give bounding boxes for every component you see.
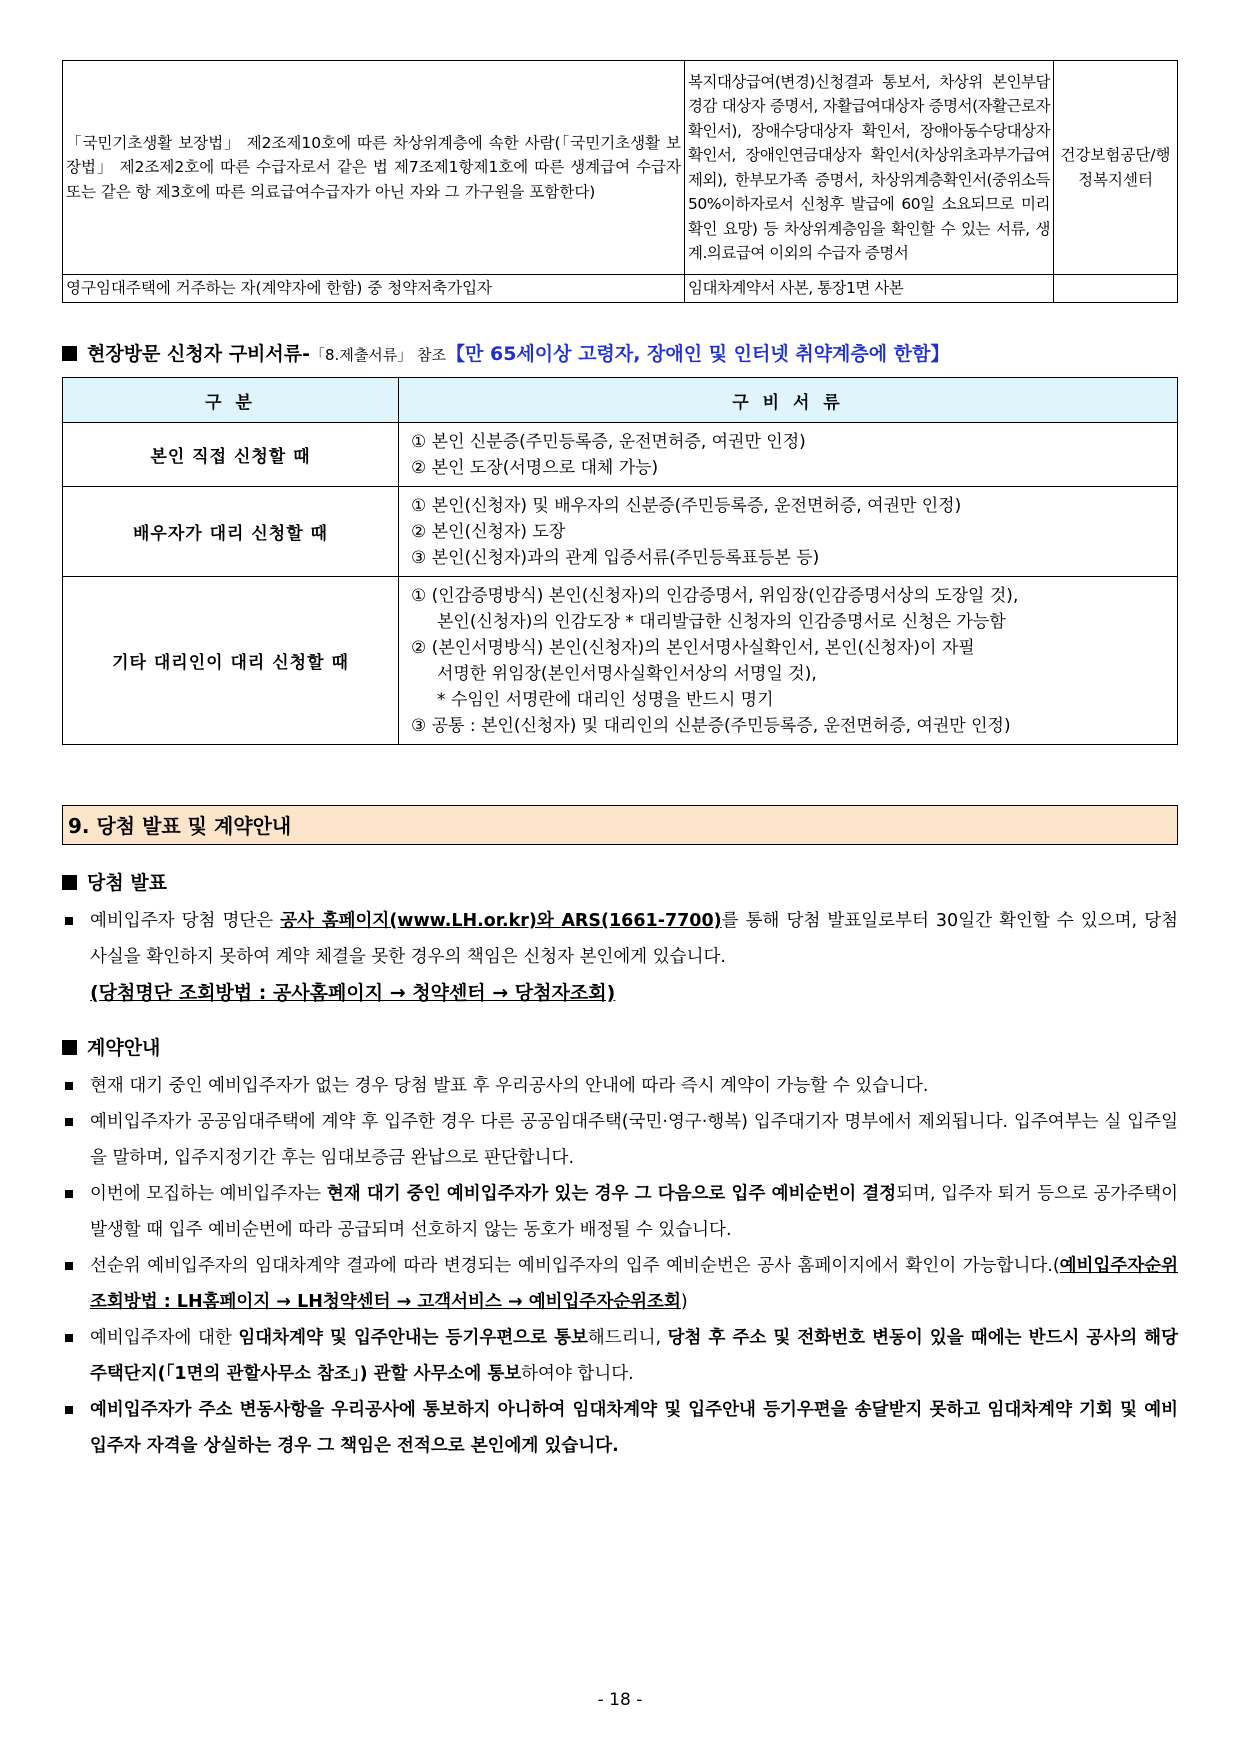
announce-heading: 당첨 발표 [62, 869, 1178, 897]
issuer-cell: 건강보험공단/행정복지센터 [1054, 61, 1178, 275]
square-bullet-icon [62, 346, 77, 361]
table-header-row [63, 378, 1178, 423]
issuer-cell [1054, 275, 1178, 303]
contract-heading: 계약안내 [62, 1034, 1178, 1062]
list-item: 현재 대기 중인 예비입주자가 없는 경우 당첨 발표 후 우리공사의 안내에 따라 즉시 계약이 가능할 수 있습니다. [62, 1068, 1178, 1104]
row-documents: ① 본인(신청자) 및 배우자의 신분증(주민등록증, 운전면허증, 여권만 인정) ② 본인(신청자) 도장 ③ 본인(신청자)과의 관계 입증서류(주민등록표등본 등) [399, 487, 1178, 577]
visit-section-title: 현장방문 신청자 구비서류-「8.제출서류」 참조【만 65세이상 고령자, 장애인 및 인터넷 취약계층에 한함】 [62, 339, 1178, 369]
list-item: 예비입주자에 대한 임대차계약 및 입주안내는 등기우편으로 통보해드리니, 당첨 후 주소 및 전화번호 변동이 있을 때에는 반드시 공사의 해당 주택단지(「1면의 관할사무소 참조」) 관할 사무소에 통보하여야 합니다. [62, 1320, 1178, 1392]
page-number: - 18 - [597, 1690, 643, 1710]
list-item: 예비입주자 당첨 명단은 공사 홈페이지(www.LH.or.kr)와 ARS(1661-7700)를 통해 당첨 발표일로부터 30일간 확인할 수 있으며, 당첨 사실을 확인하지 못하여 계약 체결을 못한 경우의 책임은 신청자 본인에게 있습니다. (당첨명단 조회방법 : 공사홈페이지 → 청약센터 → 당첨자조회) [62, 903, 1178, 1012]
target-cell: 영구임대주택에 거주하는 자(계약자에 한함) 중 청약저축가입자 [63, 275, 685, 303]
table-row [63, 275, 1178, 303]
visit-documents-table [62, 377, 1178, 745]
square-bullet-icon [62, 1040, 77, 1055]
row-label: 배우자가 대리 신청할 때 [63, 487, 399, 577]
header-category: 구 분 [63, 378, 399, 423]
list-item: 예비입주자가 공공임대주택에 계약 후 입주한 경우 다른 공공임대주택(국민·영구·행복) 입주대기자 명부에서 제외됩니다. 입주여부는 실 입주일을 말하며, 입주지정기간 후는 임대보증금 완납으로 판단합니다. [62, 1104, 1178, 1176]
chapter-title: 9. 당첨 발표 및 계약안내 [62, 805, 1178, 845]
list-item: 예비입주자가 주소 변동사항을 우리공사에 통보하지 아니하여 임대차계약 및 입주안내 등기우편을 송달받지 못하고 임대차계약 기회 및 예비입주자 자격을 상실하는 경우 그 책임은 전적으로 본인에게 있습니다. [62, 1392, 1178, 1464]
table-row [63, 61, 1178, 275]
header-documents: 구 비 서 류 [399, 378, 1178, 423]
documents-cell: 임대차계약서 사본, 통장1면 사본 [685, 275, 1054, 303]
documents-cell: 복지대상급여(변경)신청결과 통보서, 차상위 본인부담 경감 대상자 증명서, 자활급여대상자 증명서(자활근로자 확인서), 장애수당대상자 확인서, 장애아동수당대상자 확인서, 장애인연금대상자 확인서(차상위초과부가급여 제외), 한부모가족 증명서, 차상위계층확인서(중위소득 50%이하자로서 신청후 발급에 60일 소요되므로 미리 확인 요망) 등 차상위계층임을 확인할 수 있는 서류, 생계.의료급여 이외의 수급자 증명서 [685, 61, 1054, 275]
list-item: 선순위 예비입주자의 임대차계약 결과에 따라 변경되는 예비입주자의 입주 예비순번은 공사 홈페이지에서 확인이 가능합니다.(예비입주자순위 조회방법 : LH홈페이지 → LH청약센터 → 고객서비스 → 예비입주자순위조회) [62, 1248, 1178, 1320]
table-row [63, 423, 1178, 487]
document-page [62, 60, 1178, 1464]
table-row [63, 577, 1178, 745]
lookup-method: (당첨명단 조회방법 : 공사홈페이지 → 청약센터 → 당첨자조회) [90, 982, 616, 1004]
row-label: 본인 직접 신청할 때 [63, 423, 399, 487]
contract-list [62, 1068, 1178, 1464]
eligibility-table [62, 60, 1178, 303]
row-label: 기타 대리인이 대리 신청할 때 [63, 577, 399, 745]
target-cell: 「국민기초생활 보장법」 제2조제10호에 따른 차상위계층에 속한 사람(「국민기초생활 보장법」 제2조제2호에 따른 수급자로서 같은 법 제7조제1항제1호에 따른 생계급여 수급자 또는 같은 항 제3호에 따른 의료급여수급자가 아닌 자와 그 가구원을 포함한다) [63, 61, 685, 275]
row-documents: ① (인감증명방식) 본인(신청자)의 인감증명서, 위임장(인감증명서상의 도장일 것), 본인(신청자)의 인감도장 * 대리발급한 신청자의 인감증명서로 신청은 가능함 ② (본인서명방식) 본인(신청자)의 본인서명사실확인서, 본인(신청자)이 자필 서명한 위임장(본인서명사실확인서상의 서명일 것), * 수임인 서명란에 대리인 성명을 반드시 명기 ③ 공통 : 본인(신청자) 및 대리인의 신분증(주민등록증, 운전면허증, 여권만 인정) [399, 577, 1178, 745]
list-item: 이번에 모집하는 예비입주자는 현재 대기 중인 예비입주자가 있는 경우 그 다음으로 입주 예비순번이 결정되며, 입주자 퇴거 등으로 공가주택이 발생할 때 입주 예비순번에 따라 공급되며 선호하지 않는 동호가 배정될 수 있습니다. [62, 1176, 1178, 1248]
square-bullet-icon [62, 875, 77, 890]
row-documents: ① 본인 신분증(주민등록증, 운전면허증, 여권만 인정) ② 본인 도장(서명으로 대체 가능) [399, 423, 1178, 487]
announce-list [62, 903, 1178, 1012]
table-row [63, 487, 1178, 577]
